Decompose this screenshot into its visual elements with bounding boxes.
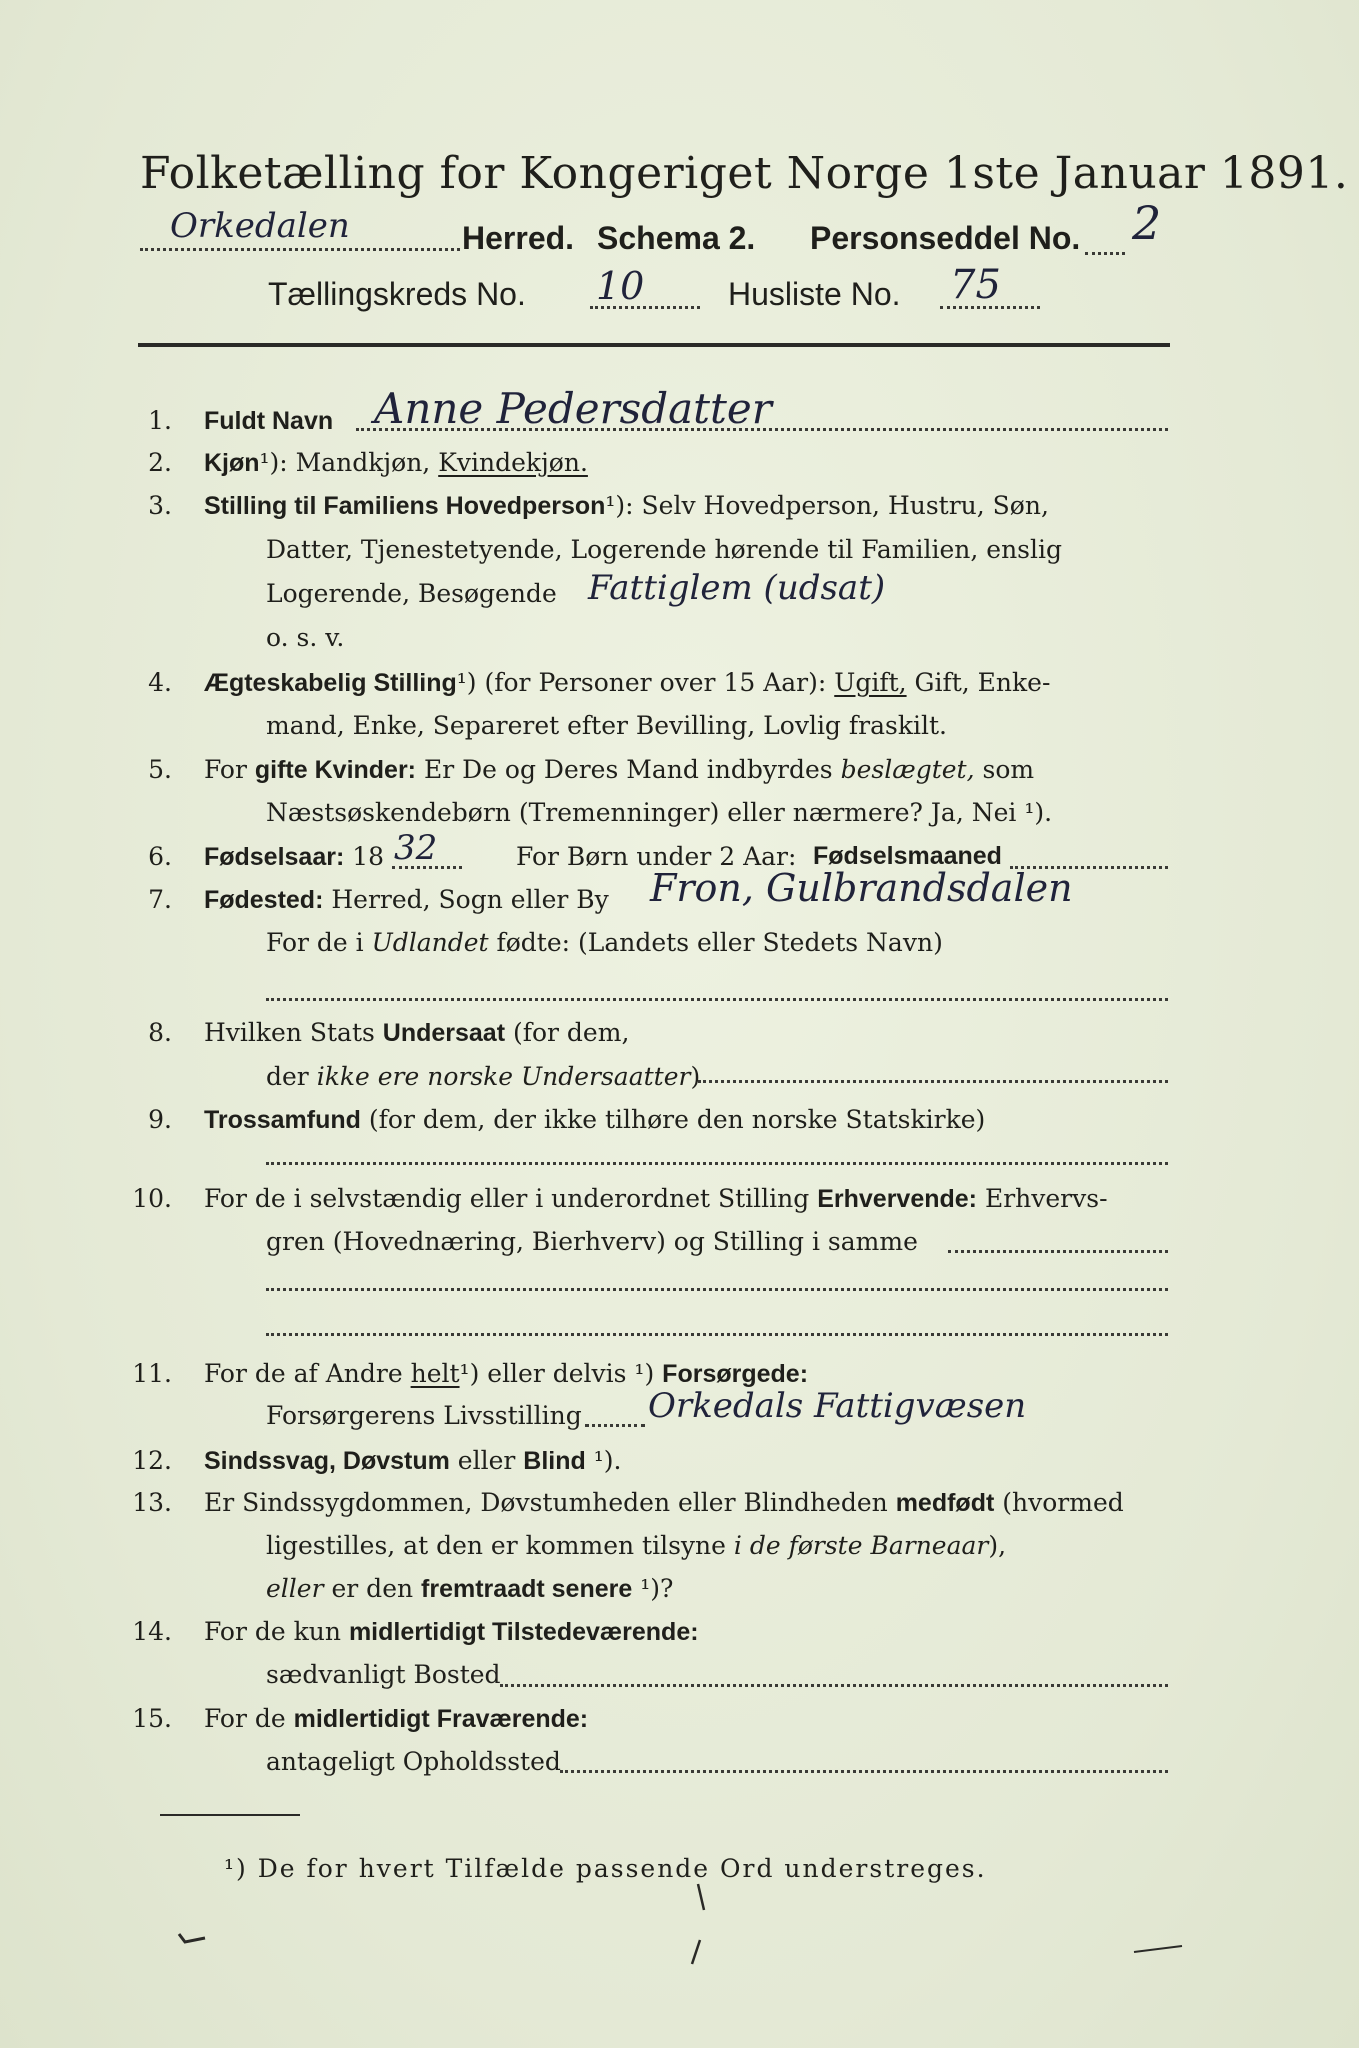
q10-text-b: Erhvervs- — [977, 1184, 1108, 1213]
q2-note: ¹): Mandkjøn, — [259, 448, 439, 477]
q5-label-pre: For — [203, 755, 255, 784]
q8-text-italic: ikke ere norske Undersaatter — [316, 1062, 691, 1091]
q4 — [128, 670, 1050, 696]
q12-text-b: ¹). — [585, 1446, 622, 1475]
q14-text-a: For de kun — [203, 1617, 349, 1646]
q13-text-b: (hvormed — [994, 1488, 1124, 1517]
q5-label: gifte Kvinder: — [254, 756, 417, 784]
q11-label: Forsørgede: — [662, 1360, 809, 1388]
pencil-mark-3 — [1130, 1940, 1190, 1960]
q12-text-a: eller — [449, 1446, 524, 1475]
q6-value: 32 — [394, 828, 438, 868]
q6 — [128, 844, 384, 870]
q8-number: 8. — [148, 1018, 172, 1047]
footnote-rule — [160, 1814, 300, 1816]
q12-label-b: Blind — [523, 1447, 586, 1475]
q13-text-e: er den — [323, 1574, 422, 1603]
header-rule — [138, 343, 1170, 347]
q15-line-2: antageligt Opholdssted — [266, 1747, 561, 1776]
q7-text-a: Herred, Sogn eller By — [331, 885, 609, 914]
q4-line-2: mand, Enke, Separeret efter Bevilling, Lovlig fraskilt. — [266, 711, 947, 740]
q10-label: Erhvervende: — [817, 1185, 978, 1213]
q7-dotted-line — [266, 998, 1168, 1001]
q10-dotted-line-1 — [948, 1250, 1168, 1253]
husliste-label: Husliste No. — [728, 276, 901, 312]
q5-text-a: Er De og Deres Mand indbyrdes — [416, 755, 841, 784]
q13-line-3 — [266, 1576, 673, 1602]
q11 — [128, 1361, 808, 1387]
q9-dotted-line — [266, 1162, 1168, 1165]
q10-line-2: gren (Hovednæring, Bierhverv) og Stilling i samme — [266, 1227, 918, 1256]
pencil-mark-2 — [680, 1880, 720, 1970]
pencil-mark-1 — [175, 1920, 225, 1950]
q6-label: Fødselsaar: — [203, 843, 345, 871]
q15-label: midlertidigt Fraværende: — [293, 1705, 589, 1733]
q6-year-prefix: 18 — [352, 842, 385, 871]
q1 — [128, 408, 333, 434]
q2-number: 2. — [148, 448, 172, 477]
herred-dotted-line — [140, 248, 460, 251]
q7 — [128, 887, 609, 913]
personseddel-dotted-line — [1085, 252, 1125, 255]
q11-dotted-line — [585, 1424, 645, 1427]
q11-line-2: Forsørgerens Livsstilling — [266, 1401, 582, 1430]
q3-number: 3. — [148, 491, 172, 520]
q13-text-italic: i de første Barneaar — [733, 1531, 989, 1560]
q2-selected-option: Kvindekjøn. — [438, 448, 588, 477]
q3-text-a: ¹): Selv Hovedperson, Hustru, Søn, — [605, 491, 1049, 520]
tellingskreds-value: 10 — [596, 264, 645, 308]
q8-text-c: der — [266, 1062, 317, 1091]
q7-value: Fron, Gulbrandsdalen — [650, 866, 1073, 910]
q1-number: 1. — [148, 406, 172, 435]
q8-label: Undersaat — [382, 1019, 506, 1047]
q6-number: 6. — [148, 842, 172, 871]
q5-text-italic: beslægtet, — [840, 755, 975, 784]
q15-number: 15. — [132, 1704, 172, 1733]
q1-label: Fuldt Navn — [203, 407, 334, 435]
q4-text-b: Gift, Enke- — [906, 668, 1051, 697]
q2 — [128, 450, 588, 476]
q4-selected-option: Ugift, — [834, 668, 907, 697]
q11-value: Orkedals Fattigvæsen — [648, 1386, 1027, 1426]
q3-label: Stilling til Familiens Hovedperson — [203, 492, 606, 520]
q6-text-a: For Børn under 2 Aar: — [516, 842, 797, 871]
q2-label: Kjøn — [203, 449, 260, 477]
q8-dotted-line — [698, 1080, 1168, 1083]
schema-label: Schema 2. — [597, 220, 756, 256]
q7-label: Fødested: — [203, 886, 324, 914]
q9-text-a: (for dem, der ikke tilhøre den norske Statskirke) — [360, 1105, 986, 1134]
q8-text-b: (for dem, — [505, 1018, 630, 1047]
q14-line-2: sædvanligt Bosted — [266, 1660, 501, 1689]
q4-label: Ægteskabelig Stilling — [203, 669, 457, 697]
q13-text-d: ), — [988, 1531, 1007, 1560]
q13 — [128, 1490, 1124, 1516]
form-title: Folketælling for Kongeriget Norge 1ste Januar 1891. — [140, 148, 1349, 199]
q13-number: 13. — [132, 1488, 172, 1517]
q5-number: 5. — [148, 755, 172, 784]
q10-number: 10. — [132, 1184, 172, 1213]
q11-selected-option: helt — [410, 1359, 460, 1388]
q9 — [128, 1107, 985, 1133]
q14-label: midlertidigt Tilstedeværende: — [348, 1618, 699, 1646]
q13-label-b: fremtraadt senere — [421, 1575, 633, 1603]
q7-number: 7. — [148, 885, 172, 914]
husliste-dotted-line — [940, 306, 1040, 309]
q9-number: 9. — [148, 1105, 172, 1134]
q6-label-b: Fødselsmaaned — [813, 842, 1002, 870]
herred-value: Orkedalen — [170, 206, 350, 246]
tellingskreds-label: Tællingskreds No. — [268, 276, 526, 312]
q4-text-a: ¹) (for Personer over 15 Aar): — [456, 668, 835, 697]
q12-number: 12. — [132, 1446, 172, 1475]
q8 — [128, 1020, 629, 1046]
q13-line-2 — [266, 1533, 1006, 1558]
tellingskreds-dotted-line — [590, 306, 700, 309]
q7-text-italic: Udlandet — [371, 928, 489, 957]
q13-text-a: Er Sindssygdommen, Døvstumheden eller Blindheden — [203, 1488, 896, 1517]
q6-year-dotted-line — [392, 866, 462, 869]
q14-number: 14. — [132, 1617, 172, 1646]
q3 — [128, 493, 1049, 519]
q11-number: 11. — [132, 1359, 172, 1388]
q12-label: Sindssvag, Døvstum — [203, 1447, 450, 1475]
q10-dotted-line-2 — [266, 1288, 1168, 1291]
q8-text-a: Hvilken Stats — [203, 1018, 383, 1047]
q7-text-b: For de i — [266, 928, 372, 957]
personseddel-value: 2 — [1132, 196, 1162, 250]
personseddel-label: Personseddel No. — [810, 220, 1081, 256]
q7-text-c: fødte: (Landets eller Stedets Navn) — [488, 928, 943, 957]
q1-dotted-line — [356, 428, 1168, 431]
q10 — [128, 1186, 1108, 1212]
q13-text-e-italic: eller — [266, 1574, 324, 1603]
q10-text-a: For de i selvstændig eller i underordnet Stilling — [203, 1184, 818, 1213]
q12 — [128, 1448, 621, 1474]
q15-dotted-line — [560, 1770, 1168, 1773]
q15-text-a: For de — [203, 1704, 294, 1733]
q3-value: Fattiglem (udsat) — [588, 568, 886, 608]
q1-value: Anne Pedersdatter — [374, 384, 772, 433]
q5-line-2: Næstsøskendebørn (Tremenninger) eller nærmere? Ja, Nei ¹). — [266, 798, 1053, 827]
q3-line-4: o. s. v. — [266, 623, 345, 652]
q11-text-a: For de af Andre — [203, 1359, 411, 1388]
q13-text-f: ¹)? — [632, 1574, 674, 1603]
q14 — [128, 1619, 699, 1645]
q4-number: 4. — [148, 668, 172, 697]
q7-line-2 — [266, 930, 943, 955]
q15 — [128, 1706, 588, 1732]
footnote: ¹) De for hvert Tilfælde passende Ord understreges. — [224, 1854, 987, 1883]
q13-label: medfødt — [895, 1489, 995, 1517]
q5-text-b: som — [974, 755, 1035, 784]
herred-label: Herred. — [462, 220, 575, 256]
q3-line-2: Datter, Tjenestetyende, Logerende hørende til Familien, enslig — [266, 535, 1063, 564]
q9-label: Trossamfund — [203, 1106, 361, 1134]
q11-text-b: ¹) eller delvis ¹) — [459, 1359, 663, 1388]
q5 — [128, 757, 1034, 783]
q10-dotted-line-3 — [266, 1333, 1168, 1336]
q13-text-c: ligestilles, at den er kommen tilsyne — [266, 1531, 734, 1560]
q14-dotted-line — [500, 1684, 1168, 1687]
q3-line-3: Logerende, Besøgende — [266, 579, 557, 608]
q8-line-2: der ikke ere norske Undersaatter) — [266, 1062, 701, 1091]
husliste-value: 75 — [950, 262, 1001, 308]
